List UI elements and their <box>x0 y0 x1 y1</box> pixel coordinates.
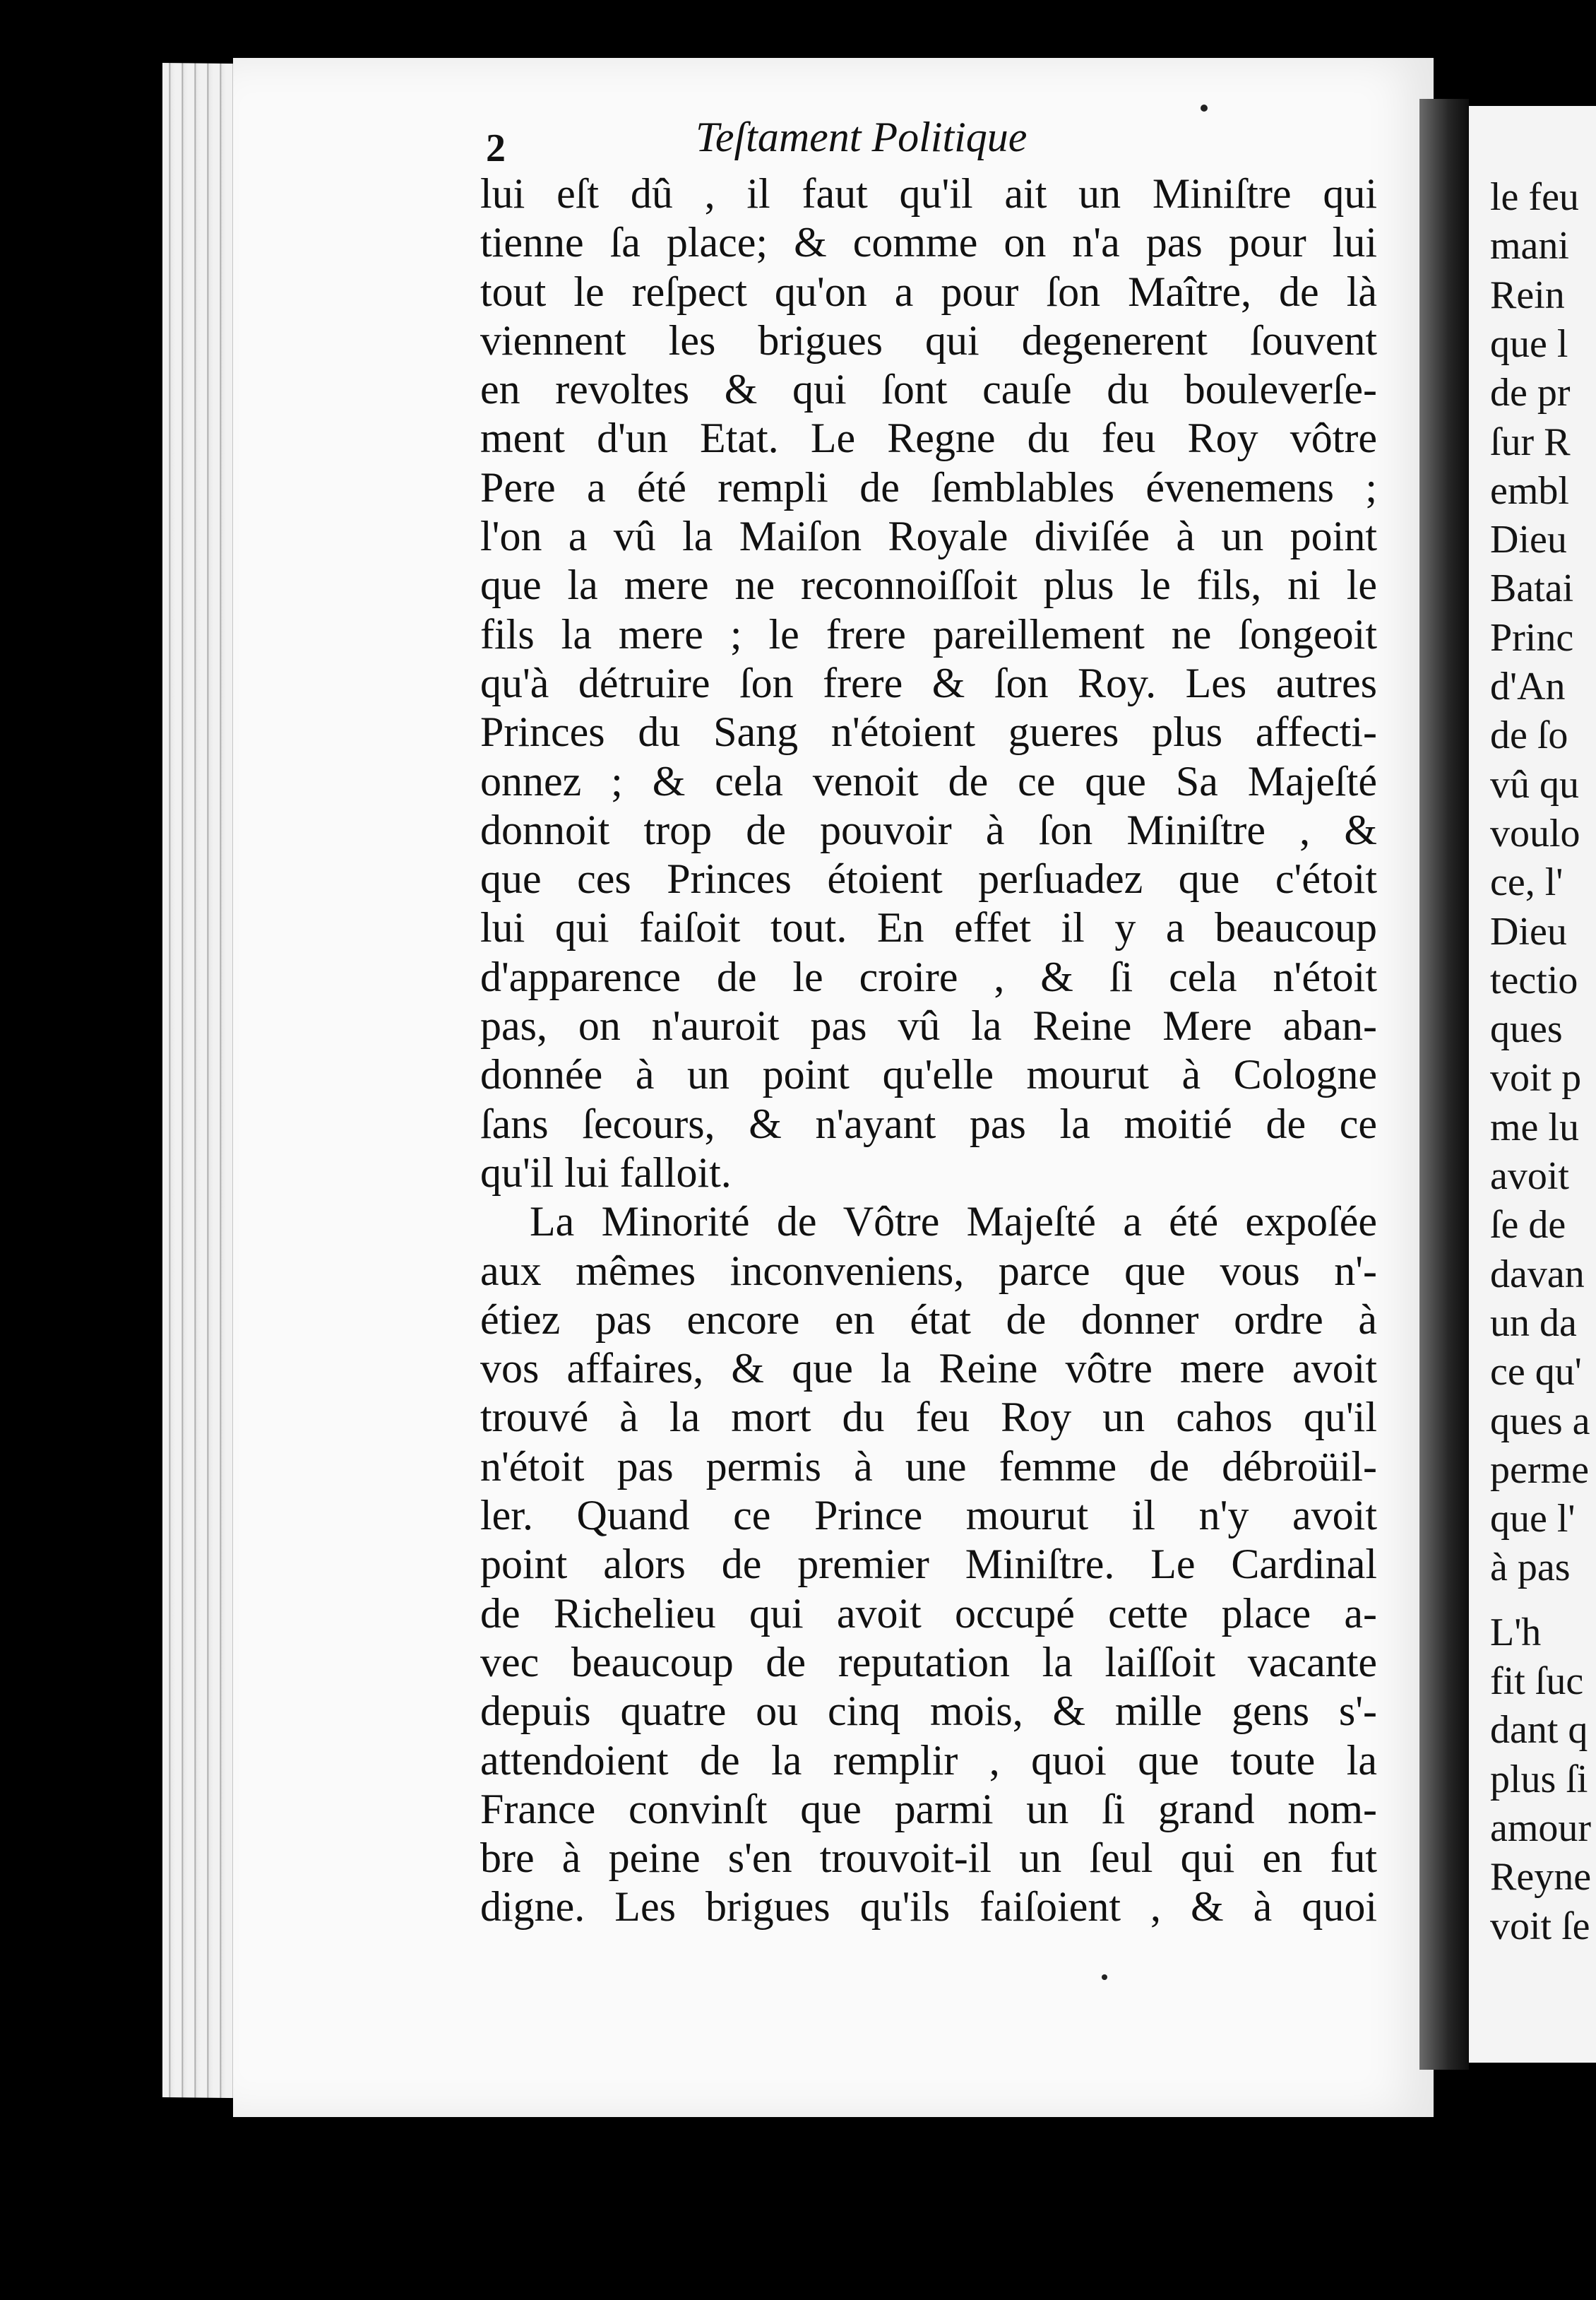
facing-page-fragment: Rein <box>1490 273 1565 317</box>
text-line: Pere a été rempli de ſemblables évenemens ; <box>480 463 1377 511</box>
facing-page-fragment: me lu <box>1490 1105 1579 1149</box>
facing-page-fragment: de pr <box>1490 371 1571 415</box>
facing-page-fragment: voit p <box>1490 1056 1582 1101</box>
text-line: que ces Princes étoient perſuadez que c'étoit <box>480 855 1377 903</box>
text-line: d'apparence de le croire , & ſi cela n'étoit <box>480 953 1377 1000</box>
facing-page-fragment: ce qu' <box>1490 1350 1582 1394</box>
facing-page-fragment: que l <box>1490 321 1568 366</box>
text-line: que la mere ne reconnoiſſoit plus le fils, ni le <box>480 562 1377 609</box>
text-line: l'on a vû la Maiſon Royale diviſée à un point <box>480 513 1377 560</box>
facing-page-fragment: davan <box>1490 1252 1585 1296</box>
facing-page-fragment: embl <box>1490 468 1569 513</box>
facing-page-fragment: Batai <box>1490 567 1574 611</box>
facing-page-fragment: de ſo <box>1490 713 1568 758</box>
facing-page-fragment: Dieu <box>1490 909 1567 954</box>
text-line: vos affaires, & que la Reine vôtre mere avoit <box>480 1345 1377 1392</box>
text-line: point alors de premier Miniſtre. Le Cardinal <box>480 1541 1377 1588</box>
facing-page-fragment: perme <box>1490 1447 1589 1492</box>
text-line: pas, on n'auroit pas vû la Reine Mere aban- <box>480 1002 1377 1050</box>
facing-page-fragment: ce, l' <box>1490 860 1564 905</box>
text-line: France convinſt que parmi un ſi grand nom- <box>480 1785 1377 1832</box>
text-line: aux mêmes inconveniens, parce que vous n'- <box>480 1247 1377 1294</box>
facing-page-fragment: avoit <box>1490 1154 1569 1198</box>
facing-page-fragment: voit ſe <box>1490 1904 1590 1948</box>
text-line: en revoltes & qui ſont cauſe du bouleverſe- <box>480 366 1377 413</box>
facing-page-fragment: mani <box>1490 224 1569 268</box>
text-line: étiez pas encore en état de donner ordre à <box>480 1296 1377 1343</box>
text-line: depuis quatre ou cinq mois, & mille gens s'- <box>480 1688 1377 1735</box>
facing-page-fragment: ques <box>1490 1007 1563 1052</box>
facing-page-fragment: ques a <box>1490 1399 1590 1443</box>
text-line: donnée à un point qu'elle mourut à Cologne <box>480 1051 1377 1098</box>
text-line: n'étoit pas permis à une femme de débroüil- <box>480 1442 1377 1490</box>
text-line: lui eſt dû , il faut qu'il ait un Miniſtre qui <box>480 170 1377 217</box>
text-line: qu'il lui falloit. <box>480 1149 732 1196</box>
running-head: Teſtament Politique <box>696 114 1028 160</box>
facing-page-fragment: dant q <box>1490 1708 1588 1753</box>
text-line: La Minorité de Vôtre Majeſté a été expoſée <box>530 1198 1377 1245</box>
body-text <box>480 170 1377 1932</box>
facing-page-fragment: d'An <box>1490 665 1566 709</box>
page-number: 2 <box>486 126 506 170</box>
facing-page-fragment: Reyne <box>1490 1855 1592 1899</box>
text-line: tout le reſpect qu'on a pour ſon Maître, de là <box>480 268 1377 315</box>
facing-page-fragment: plus ſi <box>1490 1757 1588 1801</box>
facing-page-fragment: fit ſuc <box>1490 1659 1584 1703</box>
facing-page-fragment: tectio <box>1490 958 1578 1002</box>
text-line: vec beaucoup de reputation la laiſſoit vacante <box>480 1638 1377 1685</box>
text-line: viennent les brigues qui degenerent ſouvent <box>480 316 1377 364</box>
ink-speck <box>1102 1974 1107 1980</box>
text-line: de Richelieu qui avoit occupé cette place a- <box>480 1589 1377 1637</box>
text-line: trouvé à la mort du feu Roy un cahos qu'il <box>480 1394 1377 1441</box>
text-line: tienne ſa place; & comme on n'a pas pour lui <box>480 219 1377 266</box>
text-line: ſans ſecours, & n'ayant pas la moitié de ce <box>480 1100 1377 1147</box>
text-line: ler. Quand ce Prince mourut il n'y avoit <box>480 1492 1377 1539</box>
facing-page-fragment: Dieu <box>1490 518 1567 562</box>
facing-page-fragment: L'h <box>1490 1610 1542 1654</box>
ink-speck <box>1201 105 1208 112</box>
text-line: Princes du Sang n'étoient gueres plus affecti- <box>480 709 1377 756</box>
text-line: ment d'un Etat. Le Regne du feu Roy vôtre <box>480 415 1377 462</box>
text-line: attendoient de la remplir , quoi que toute la <box>480 1736 1377 1784</box>
facing-page-fragment: un da <box>1490 1300 1577 1345</box>
facing-page-fragment: que l' <box>1490 1497 1576 1541</box>
text-line: donnoit trop de pouvoir à ſon Miniſtre , & <box>480 806 1377 853</box>
facing-page-fragment: vû qu <box>1490 762 1579 807</box>
book-gutter <box>1419 99 1469 2070</box>
facing-page-fragment: à pas <box>1490 1546 1571 1590</box>
text-line: lui qui faiſoit tout. En effet il y a beaucoup <box>480 904 1377 952</box>
text-line: qu'à détruire ſon frere & ſon Roy. Les autres <box>480 659 1377 706</box>
facing-page-fragment: ſur R <box>1490 420 1571 464</box>
facing-page-fragment: amour <box>1490 1806 1592 1850</box>
facing-page <box>1469 106 1596 2063</box>
text-line: bre à peine s'en trouvoit-il un ſeul qui en fut <box>480 1834 1377 1882</box>
facing-page-fragment: le feu <box>1490 175 1579 219</box>
text-line: onnez ; & cela venoit de ce que Sa Majeſté <box>480 757 1377 805</box>
facing-page-fragment: Princ <box>1490 615 1574 660</box>
text-line: digne. Les brigues qu'ils faiſoient , & à quoi <box>480 1883 1377 1931</box>
text-line: fils la mere ; le frere pareillement ne ſongeoit <box>480 610 1377 658</box>
facing-page-fragment: voulo <box>1490 811 1580 855</box>
facing-page-fragment: ſe de <box>1490 1203 1566 1247</box>
